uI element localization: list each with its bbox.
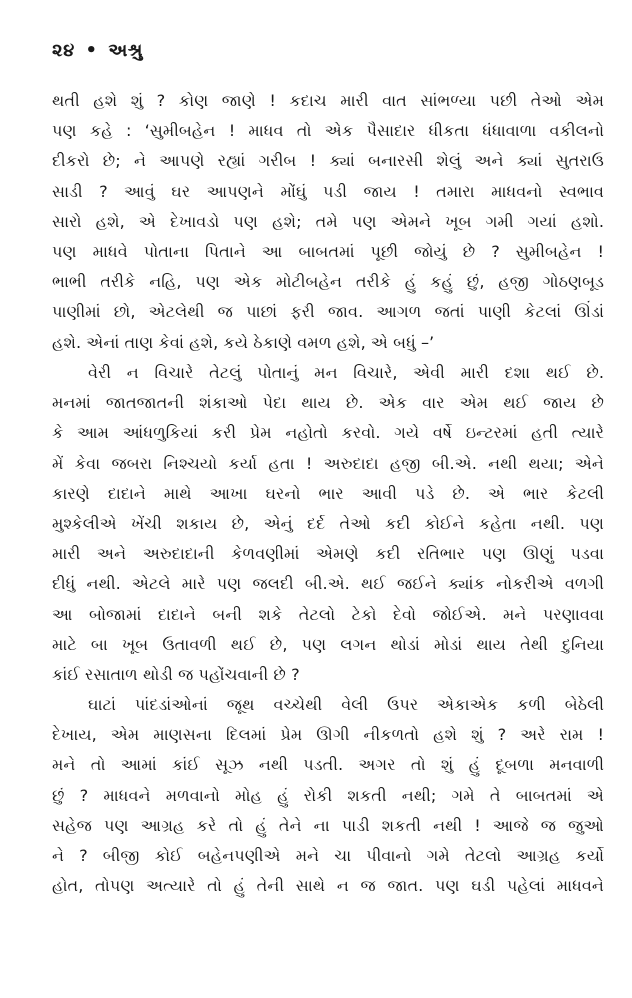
text-line: છું ? માધવને મળવાનો મોહ હું રોકી શકતી નથી; ગમે તે બાબતમાં એ: [52, 785, 604, 805]
text-line: કે આમ આંધળુકિયાં કરી પ્રેમ નહોતો કરવો. ગયે વર્ષે ઇન્ટરમાં હતી ત્યારે: [52, 423, 604, 443]
text-line: મુશ્કેલીએ ખેંચી શકાય છે, એનું દર્દ તેઓ કદી કોઈને કહેતા નથી. પણ: [52, 513, 604, 533]
text-line: સાડી ? આવું ઘર આપણને મોંઘું પડી જાય ! તમારા માધવનો સ્વભાવ: [52, 181, 604, 201]
text-line: ભાભી તરીકે નહિ, પણ એક મોટીબહેન તરીકે હું કહું છું, હજી ગોઠણબૂડ: [52, 272, 604, 292]
text-line: દેખાય, એમ માણસના દિલમાં પ્રેમ ઊગી નીકળતો હશે શું ? અરે રામ !: [52, 725, 604, 745]
text-line: પણ કહે : ‘સુમીબહેન ! માધવ તો એક પૈસાદાર ધીકતા ધંધાવાળા વકીલનો: [52, 121, 604, 141]
text-line: મેં કેવા જબરા નિશ્ચયો કર્યા હતા ! અરુદાદા હજી બી.એ. નથી થયા; એને: [52, 453, 604, 473]
page-number: ૨૪: [52, 40, 75, 61]
page-header: [52, 40, 143, 61]
text-line: કાંઈ રસાતાળ થોડી જ પહોંચવાની છે ?: [52, 664, 300, 684]
text-line: વેરી ન વિચારે તેટલું પોતાનું મન વિચારે, એવી મારી દશા થઈ છે.: [88, 363, 604, 382]
text-line: માટે બા ખૂબ ઉતાવળી થઈ છે, પણ લગન થોડાં મોડાં થાય તેથી દુનિયા: [52, 634, 604, 654]
paragraph-1: [52, 86, 604, 358]
text-line: ને ? બીજી કોઈ બહેનપણીએ મને ચા પીવાનો ગમે તેટલો આગ્રહ કર્યો: [52, 845, 604, 865]
text-line: આ બોજામાં દાદાને બની શકે તેટલો ટેકો દેવો જોઈએ. મને પરણાવવા: [52, 604, 604, 624]
text-line: દીકરો છે; ને આપણે રહ્યાં ગરીબ ! ક્યાં બનારસી શેલું અને ક્યાં સુતરાઉ: [52, 151, 604, 171]
text-line: કારણે દાદાને માથે આખા ઘરનો ભાર આવી પડે છે. એ ભાર કેટલી: [52, 483, 604, 503]
text-line: દીધું નથી. એટલે મારે પણ જલદી બી.એ. થઈ જઈને ક્યાંક નોકરીએ વળગી: [52, 574, 604, 594]
text-line: હશે. એનાં તાણ કેવાં હશે, કયે ઠેકાણે વમળ હશે, એ બધું –’: [52, 332, 435, 352]
text-line: મનમાં જાતજાતની શંકાઓ પેદા થાય છે. એક વાર એમ થઈ જાય છે: [52, 393, 604, 413]
paragraph-3: [52, 690, 604, 901]
paragraph-2: [52, 358, 604, 690]
text-line: મને તો આમાં કાંઈ સૂઝ નથી પડતી. અગર તો શું હું દૂબળા મનવાળી: [52, 755, 604, 775]
text-line: મારી અને અરુદાદાની કેળવણીમાં એમણે કદી રતિભાર પણ ઊણું પડવા: [52, 544, 604, 564]
text-line: પણ માધવે પોતાના પિતાને આ બાબતમાં પૂછી જોયું છે ? સુમીબહેન !: [52, 241, 604, 261]
text-line: હોત, તોપણ અત્યારે તો હું તેની સાથે ન જ જાત. પણ ઘડી પહેલાં માધવને: [52, 876, 604, 896]
text-line: પાણીમાં છો, એટલેથી જ પાછાં ફરી જાવ. આગળ જતાં પાણી કેટલાં ઊંડાં: [52, 302, 604, 322]
header-separator: •: [85, 40, 98, 61]
text-line: સહેજ પણ આગ્રહ કરે તો હું તેને ના પાડી શકતી નથી ! આજે જ જુઓ: [52, 815, 604, 835]
book-title: અશ્રુ: [108, 40, 143, 61]
text-line: ઘાટાં પાંદડાંઓનાં જૂથ વચ્ચેથી વેલી ઉપર એકાએક કળી બેઠેલી: [88, 695, 604, 714]
text-line: થતી હશે શું ? કોણ જાણે ! કદાચ મારી વાત સાંભળ્યા પછી તેઓ એમ: [52, 91, 604, 110]
text-line: સારો હશે, એ દેખાવડો પણ હશે; તમે પણ એમને ખૂબ ગમી ગયાં હશો.: [52, 211, 604, 231]
